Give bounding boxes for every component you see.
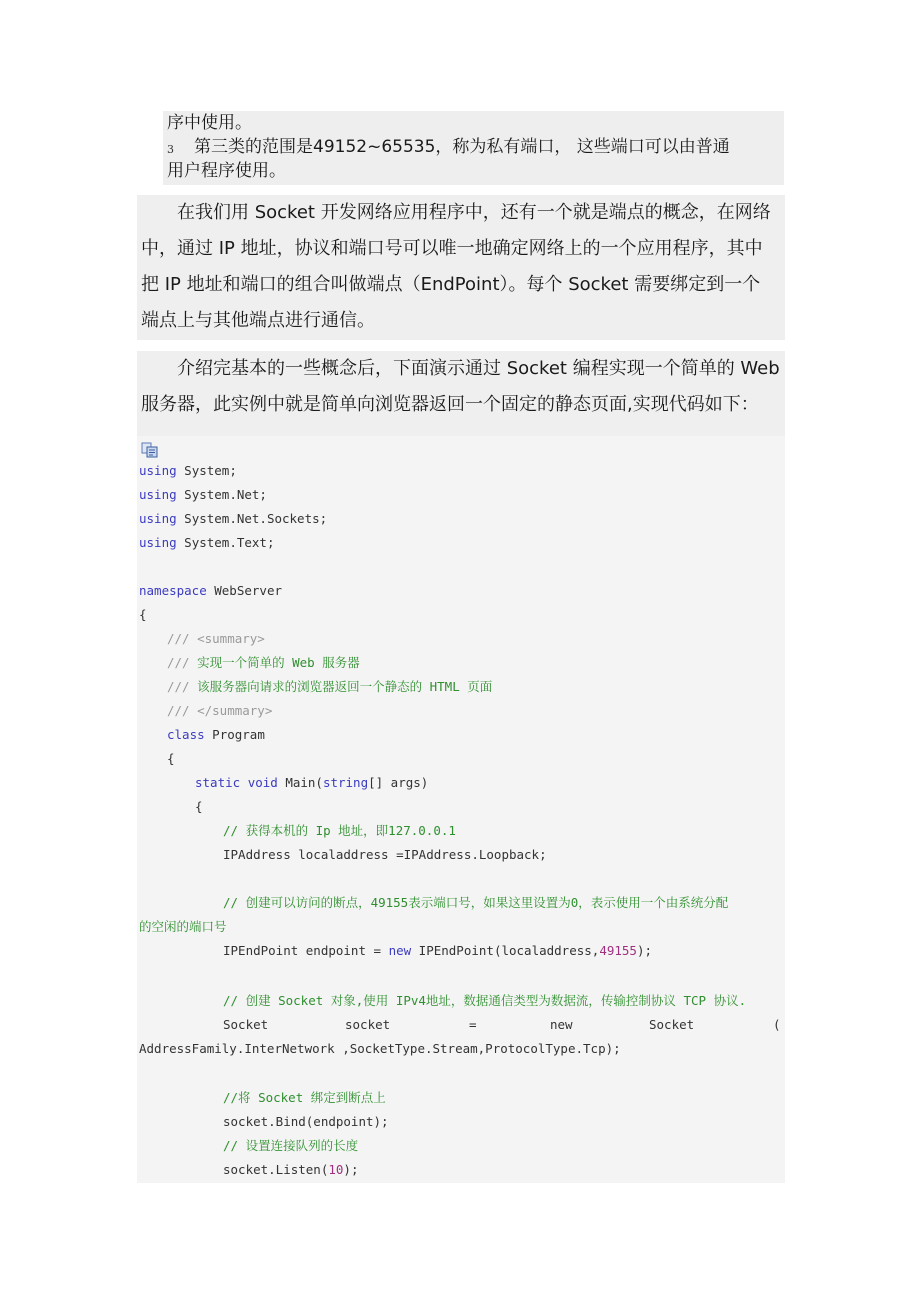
paragraph-line: 介绍完基本的一些概念后，下面演示通过 Socket 编程实现一个简单的 Web	[177, 358, 780, 379]
code-line	[139, 459, 237, 483]
code-text: Main(	[277, 775, 323, 790]
doc-prefix: ///	[167, 703, 190, 718]
doc-comment-line	[167, 699, 272, 723]
doc-prefix: ///	[167, 655, 190, 670]
code-block	[137, 436, 785, 1183]
doc-text: 实现一个简单的 Web 服务器	[189, 655, 360, 670]
list-block	[163, 111, 784, 185]
code-text: System.Net;	[176, 487, 267, 502]
doc-text: 该服务器向请求的浏览器返回一个静态的 HTML 页面	[189, 679, 493, 694]
code-line	[167, 723, 265, 747]
number-literal: 49155	[599, 943, 637, 958]
keyword: new	[550, 1017, 573, 1032]
copy-code-icon[interactable]	[141, 442, 160, 458]
paragraph-intro	[137, 351, 785, 437]
code-text: socket.Listen(	[223, 1162, 329, 1177]
doc-prefix: ///	[167, 631, 190, 646]
keyword: string	[322, 775, 369, 790]
list-line-1: 序中使用。	[167, 113, 252, 133]
keyword: namespace	[139, 583, 207, 598]
paragraph-line: 中，通过 IP 地址，协议和端口号可以唯一地确定网络上的一个应用程序，其中	[141, 238, 763, 259]
code-text: WebServer	[206, 583, 282, 598]
comment-line: // 创建可以访问的断点，49155表示端口号，如果这里设置为0，表示使用一个由系统分配	[223, 895, 729, 910]
keyword: void	[247, 775, 278, 790]
code-text: System;	[176, 463, 237, 478]
code-line	[223, 939, 652, 963]
code-token: Socket	[649, 1017, 695, 1032]
code-line: {	[195, 799, 203, 814]
code-line: AddressFamily.InterNetwork ,SocketType.Stream,ProtocolType.Tcp);	[139, 1041, 621, 1056]
paragraph-line: 把 IP 地址和端口的组合叫做端点（EndPoint）。每个 Socket 需要绑定到一个	[141, 274, 761, 295]
code-text: [] args)	[368, 775, 429, 790]
comment-line: // 设置连接队列的长度	[223, 1138, 359, 1153]
code-line	[139, 483, 267, 507]
code-token: =	[469, 1017, 477, 1032]
number-literal: 10	[328, 1162, 344, 1177]
keyword: class	[167, 727, 205, 742]
comment-line: // 创建 Socket 对象,使用 IPv4地址，数据通信类型为数据流，传输控制协议 TCP 协议.	[223, 993, 747, 1008]
code-text: System.Net.Sockets;	[176, 511, 328, 526]
code-token: (	[773, 1017, 781, 1032]
code-token: socket	[345, 1017, 391, 1032]
doc-text: <summary>	[189, 631, 265, 646]
code-text: IPEndPoint(localaddress,	[411, 943, 600, 958]
code-text: Program	[204, 727, 265, 742]
keyword: using	[139, 463, 177, 478]
doc-comment-line	[167, 627, 265, 651]
paragraph-line: 端点上与其他端点进行通信。	[141, 310, 375, 331]
code-line	[139, 579, 282, 603]
doc-prefix: ///	[167, 679, 190, 694]
code-text: System.Text;	[176, 535, 275, 550]
code-text: IPEndPoint endpoint =	[223, 943, 389, 958]
code-line: IPAddress localaddress =IPAddress.Loopback;	[223, 847, 547, 862]
doc-text: </summary>	[189, 703, 273, 718]
code-line: {	[139, 607, 147, 622]
code-line: socket.Bind(endpoint);	[223, 1114, 389, 1129]
keyword: using	[139, 487, 177, 502]
comment-line: 的空闲的端口号	[139, 919, 227, 934]
keyword: static	[195, 775, 241, 790]
doc-comment-line	[167, 651, 360, 675]
code-line	[139, 507, 327, 531]
paragraph-line: 在我们用 Socket 开发网络应用程序中，还有一个就是端点的概念，在网络	[177, 202, 771, 223]
code-line: {	[167, 751, 175, 766]
keyword: new	[388, 943, 412, 958]
list-number: 3	[167, 143, 174, 156]
paragraph-endpoint	[137, 195, 785, 340]
code-token: Socket	[223, 1017, 269, 1032]
paragraph-line: 服务器，此实例中就是简单向浏览器返回一个固定的静态页面,实现代码如下：	[141, 394, 759, 415]
code-text: );	[636, 943, 653, 958]
keyword: using	[139, 535, 177, 550]
doc-comment-line	[167, 675, 492, 699]
comment-line: // 获得本机的 Ip 地址，即127.0.0.1	[223, 823, 456, 838]
list-line-2: 第三类的范围是49152~65535，称为私有端口， 这些端口可以由普通	[194, 137, 730, 157]
list-line-3: 用户程序使用。	[167, 161, 286, 181]
code-line	[139, 531, 274, 555]
code-text: );	[343, 1162, 359, 1177]
comment-line: //将 Socket 绑定到断点上	[223, 1090, 386, 1105]
code-line	[195, 771, 428, 795]
keyword: using	[139, 511, 177, 526]
code-line	[223, 1158, 358, 1182]
